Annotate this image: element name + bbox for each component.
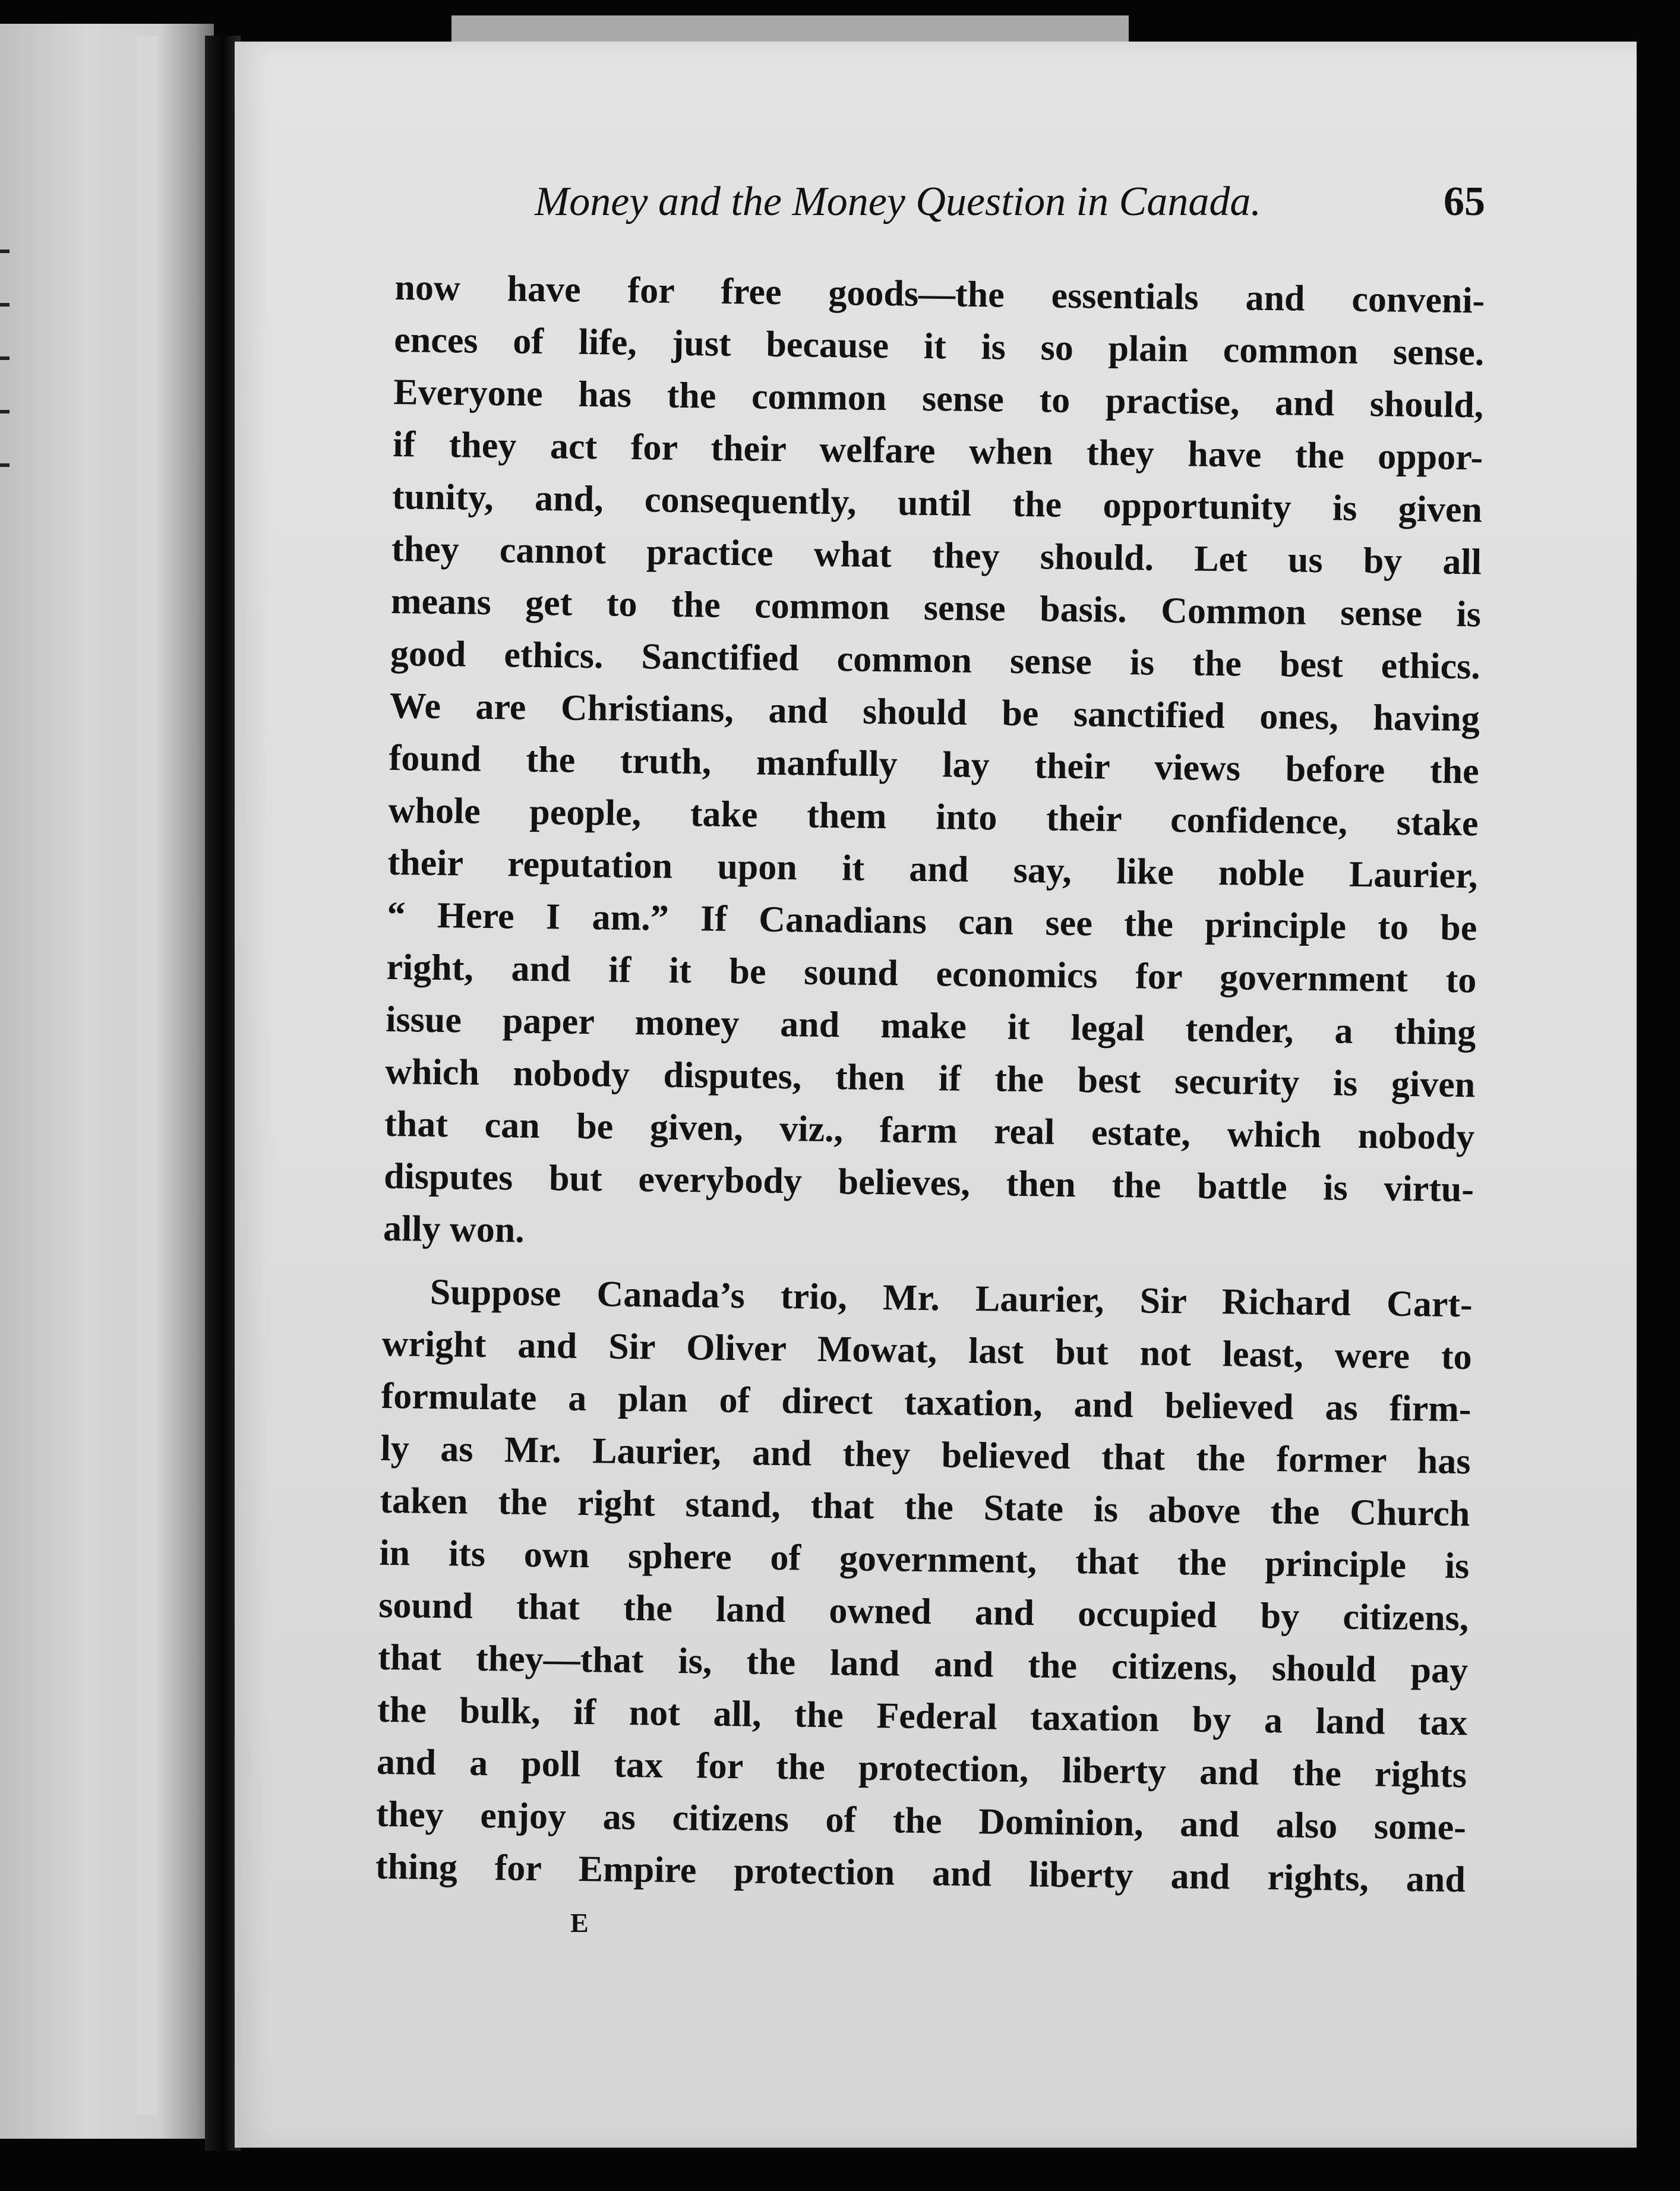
left-page-text-fragment — [0, 356, 10, 360]
left-page-text-fragment — [0, 463, 10, 467]
text-line: their reputation upon it and say, like noble Laurier, — [387, 842, 1478, 896]
text-line: thing for Empire protection and liberty and rights, and — [375, 1846, 1466, 1900]
text-line: whole people, take them into their confidence, stake — [388, 790, 1479, 844]
text-line: formulate a plan of direct taxation, and believed as firm- — [381, 1375, 1471, 1430]
text-line: ly as Mr. Laurier, and they believed that the former has — [380, 1428, 1471, 1482]
text-line: they enjoy as citizens of the Dominion, and also some- — [375, 1794, 1467, 1848]
left-page-text-fragment — [0, 410, 10, 413]
text-line: disputes but everybody believes, then the battle is virtu- — [383, 1156, 1474, 1210]
left-page-text-fragment — [0, 250, 10, 253]
text-line: which nobody disputes, then if the best security is given — [384, 1051, 1476, 1106]
page-number: 65 — [1444, 179, 1485, 225]
text-line: tunity, and, consequently, until the opportunity is given — [391, 476, 1483, 531]
body-text — [375, 261, 1485, 1906]
text-line: Suppose Canada’s trio, Mr. Laurier, Sir Richard Cart- — [430, 1271, 1473, 1325]
text-line: wright and Sir Oliver Mowat, last but not least, were to — [381, 1323, 1473, 1378]
text-line: Everyone has the common sense to practise, and should, — [393, 371, 1484, 426]
text-line: sound that the land owned and occupied by citizens, — [378, 1584, 1469, 1639]
text-line: ences of life, just because it is so plain common sense. — [393, 319, 1485, 374]
left-page-worn-edge — [137, 36, 158, 2115]
text-line: means get to the common sense basis. Common sense is — [390, 580, 1482, 635]
text-line: issue paper money and make it legal tender, a thing — [385, 999, 1476, 1053]
text-line: that can be given, viz., farm real estate, which nobody — [384, 1103, 1475, 1158]
paragraph — [383, 261, 1485, 1268]
text-line: now have for free goods—the essentials and conveni- — [394, 267, 1485, 321]
text-line: taken the right stand, that the State is above the Church — [380, 1480, 1470, 1535]
left-page-fragment — [0, 24, 214, 2139]
signature-mark: E — [570, 1908, 589, 1938]
text-line: if they act for their welfare when they have the oppor- — [392, 424, 1483, 478]
text-line: We are Christians, and should be sanctified ones, having — [389, 685, 1480, 740]
text-line: ally won. — [383, 1208, 525, 1251]
text-line: good ethics. Sanctified common sense is the best ethics. — [390, 633, 1481, 687]
paragraph — [375, 1265, 1473, 1906]
text-line: in its own sphere of government, that the principle is — [379, 1532, 1470, 1587]
text-line: the bulk, if not all, the Federal taxation by a land tax — [377, 1689, 1468, 1744]
text-line: they cannot practice what they should. Let us by all — [391, 528, 1482, 583]
text-line: right, and if it be sound economics for government to — [386, 946, 1477, 1001]
text-line: “ Here I am.” If Canadians can see the principle to be — [387, 894, 1477, 949]
text-line: that they—that is, the land and the citizens, should pay — [377, 1637, 1469, 1691]
text-line: and a poll tax for the protection, liberty and the rights — [376, 1741, 1467, 1796]
left-page-text-fragment — [0, 303, 10, 307]
text-line: found the truth, manfully lay their views before the — [389, 737, 1480, 792]
running-title: Money and the Money Question in Canada. — [535, 179, 1261, 225]
